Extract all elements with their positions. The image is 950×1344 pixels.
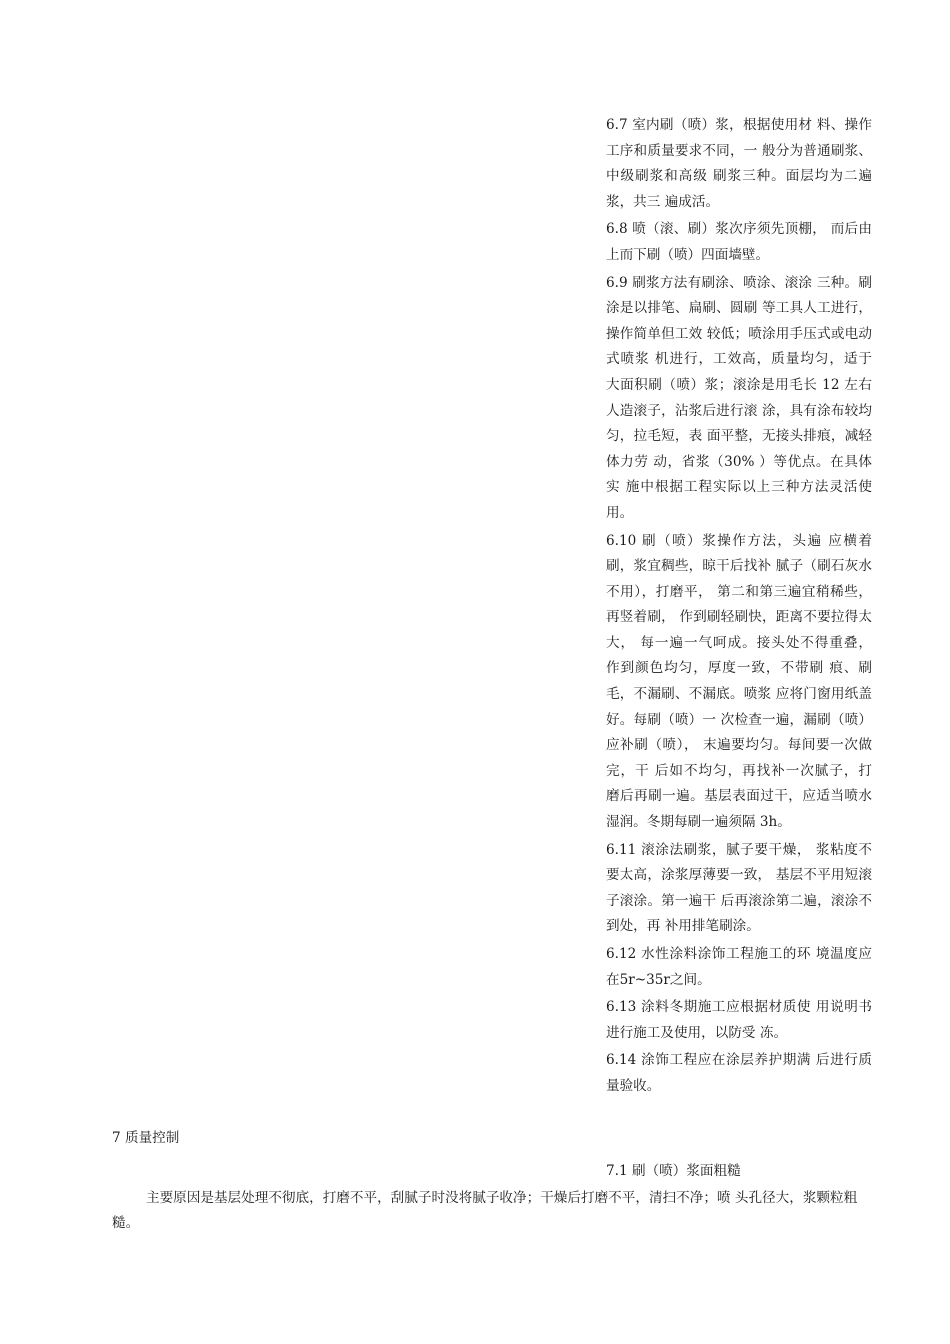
paragraph-6-9: 6.9 刷浆方法有刷涂、喷涂、滚涂 三种。刷涂是以排笔、扁刷、圆刷 等工具人工进行，操作简单但工效 较低；喷涂用手压式或电动式喷浆 机进行，工效高，质量均匀，适于 大面积刷（喷）浆；滚涂是用毛长 12 左右人造滚子，沾浆后进行滚 涂，具有涂布较均匀，拉毛短，表 面平整，无接头排痕，减轻体力劳 动，省浆（30% ）等优点。在具体实 施中根据工程实际以上三种方法灵活使用。: [606, 274, 872, 521]
subsection-heading: 7.1 刷（喷）浆面粗糙: [606, 1163, 741, 1179]
section-heading: 7 质量控制: [112, 1130, 180, 1146]
paragraph-6-7: 6.7 室内刷（喷）浆，根据使用材 料、操作工序和质量要求不同，一 般分为普通刷浆、中级刷浆和高级 刷浆三种。面层均为二遍浆，共三 遍成活。: [606, 117, 872, 210]
paragraph-6-10: 6.10 刷（喷）浆操作方法，头遍 应横着刷，浆宜稠些，晾干后找补 腻子（刷石灰水不用），打磨平， 第二和第三遍宜稍稀些，再竖着刷， 作到刷轻刷快，距离不要拉得太大， 每一遍一气呵成。接头处不得重叠， 作到颜色均匀，厚度一致，不带刷 痕、刷毛，不漏刷、不漏底。喷浆 应将门窗用纸盖好。每刷（喷）一 次检查一遍，漏刷（喷）应补刷（喷）， 末遍要均匀。每间要一次做完，干 后如不均匀，再找补一次腻子，打 磨后再刷一遍。基层表面过干，应适当喷水湿润。冬期每刷一遍须隔 3h。: [606, 532, 872, 831]
paragraph-6-11: 6.11 滚涂法刷浆，腻子要干燥， 浆粘度不要太高，涂浆厚薄要一致， 基层不平用短滚子滚涂。第一遍干 后再滚涂第二遍，滚涂不到处，再 补用排笔刷涂。: [606, 841, 872, 935]
paragraph-6-12: 6.12 水性涂料涂饰工程施工的环 境温度应在5r~35r之间。: [606, 946, 872, 988]
paragraph-6-14: 6.14 涂饰工程应在涂层养护期满 后进行质量验收。: [606, 1052, 872, 1094]
body-paragraph: 主要原因是基层处理不彻底，打磨不平，刮腻子时没将腻子收净；干燥后打磨不平，清扫不净；喷 头孔径大，浆颗粒粗糙。: [112, 1190, 858, 1231]
right-text-column: [606, 113, 872, 1100]
paragraph-6-13: 6.13 涂料冬期施工应根据材质使 用说明书进行施工及使用，以防受 冻。: [606, 999, 872, 1041]
paragraph-6-8: 6.8 喷（滚、刷）浆次序须先顶棚， 而后由上而下刷（喷）四面墙壁。: [606, 221, 872, 263]
